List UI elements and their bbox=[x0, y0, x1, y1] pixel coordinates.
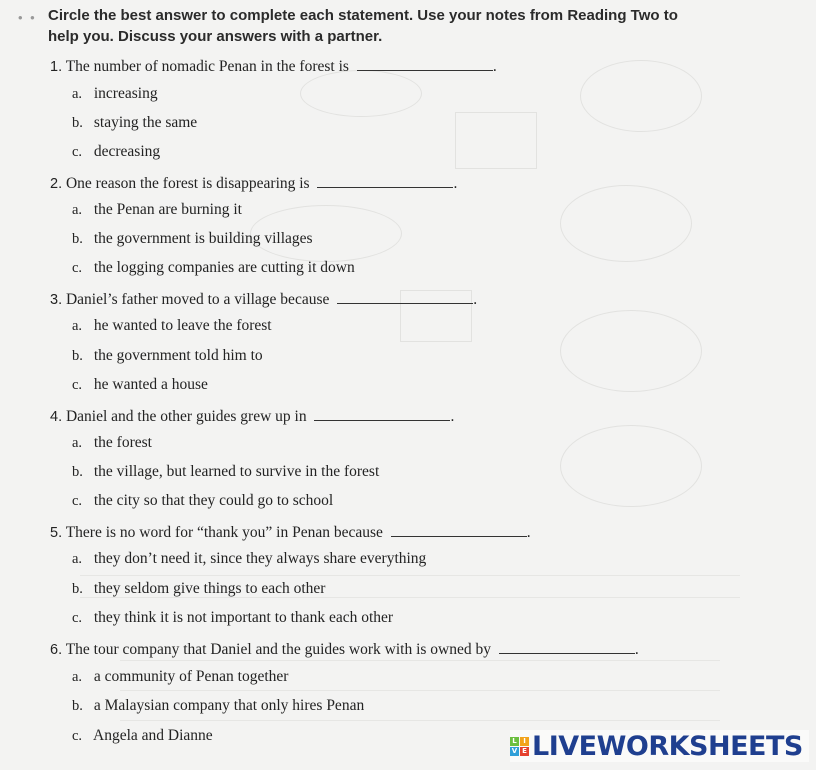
bleed-through-cloud bbox=[580, 60, 702, 132]
option-letter: b. bbox=[72, 348, 83, 364]
option-letter: a. bbox=[72, 669, 83, 685]
logo-mark-tile: E bbox=[520, 747, 529, 756]
answer-blank[interactable] bbox=[314, 405, 450, 421]
option-3b[interactable] bbox=[72, 347, 263, 365]
option-letter: a. bbox=[72, 202, 83, 218]
option-letter: a. bbox=[72, 86, 83, 102]
margin-marks: • • bbox=[18, 10, 37, 25]
option-5a[interactable] bbox=[72, 550, 426, 568]
question-text: The number of nomadic Penan in the forest is bbox=[65, 58, 349, 75]
instructions bbox=[48, 5, 748, 47]
option-2a[interactable] bbox=[72, 201, 242, 219]
option-text: the village, but learned to survive in the forest bbox=[93, 463, 380, 480]
option-6a[interactable] bbox=[72, 668, 288, 686]
option-letter: a. bbox=[72, 318, 83, 334]
option-letter: c. bbox=[72, 377, 83, 393]
question-number: 6. bbox=[50, 642, 63, 658]
question-6 bbox=[50, 638, 639, 659]
answer-blank[interactable] bbox=[357, 55, 493, 71]
question-end: . bbox=[473, 291, 478, 308]
option-text: the Penan are burning it bbox=[93, 201, 242, 218]
option-letter: c. bbox=[72, 493, 83, 509]
question-text: Daniel and the other guides grew up in bbox=[65, 408, 307, 425]
option-6b[interactable] bbox=[72, 697, 364, 715]
option-1a[interactable] bbox=[72, 85, 158, 103]
question-3 bbox=[50, 288, 477, 309]
option-5b[interactable] bbox=[72, 580, 325, 598]
option-letter: c. bbox=[72, 610, 83, 626]
question-end: . bbox=[492, 58, 497, 75]
question-end: . bbox=[453, 175, 458, 192]
question-4 bbox=[50, 405, 454, 426]
option-4b[interactable] bbox=[72, 463, 379, 481]
option-2b[interactable] bbox=[72, 230, 313, 248]
question-number: 1. bbox=[50, 59, 63, 75]
question-text: There is no word for “thank you” in Penan because bbox=[65, 524, 383, 541]
option-text: they don’t need it, since they always share everything bbox=[93, 550, 427, 567]
answer-blank[interactable] bbox=[391, 521, 527, 537]
option-text: the city so that they could go to school bbox=[93, 492, 334, 509]
option-text: they think it is not important to thank each other bbox=[93, 609, 394, 626]
option-text: a community of Penan together bbox=[93, 668, 289, 685]
option-letter: c. bbox=[72, 144, 83, 160]
question-number: 4. bbox=[50, 409, 63, 425]
option-text: the government told him to bbox=[93, 347, 263, 364]
option-1b[interactable] bbox=[72, 114, 197, 132]
option-letter: a. bbox=[72, 551, 83, 567]
option-letter: c. bbox=[72, 260, 83, 276]
option-letter: b. bbox=[72, 581, 83, 597]
question-end: . bbox=[450, 408, 455, 425]
bleed-through-box bbox=[455, 112, 537, 169]
option-text: staying the same bbox=[93, 114, 198, 131]
option-letter: b. bbox=[72, 115, 83, 131]
bleed-through-line bbox=[80, 575, 740, 576]
question-2 bbox=[50, 172, 457, 193]
instructions-line: Circle the best answer to complete each statement. Use your notes from Reading Two to bbox=[48, 7, 678, 24]
liveworksheets-logo[interactable] bbox=[510, 730, 809, 762]
bleed-through-line bbox=[120, 660, 720, 661]
option-letter: a. bbox=[72, 435, 83, 451]
option-5c[interactable] bbox=[72, 609, 393, 627]
logo-mark-tile: L bbox=[510, 737, 519, 746]
logo-mark-tile: V bbox=[511, 747, 518, 755]
question-text: Daniel’s father moved to a village because bbox=[65, 291, 330, 308]
bleed-through-cloud bbox=[300, 70, 422, 117]
option-text: a Malaysian company that only hires Penan bbox=[93, 697, 365, 714]
bleed-through-line bbox=[120, 690, 720, 691]
option-1c[interactable] bbox=[72, 143, 160, 161]
question-text: One reason the forest is disappearing is bbox=[65, 175, 310, 192]
option-letter: b. bbox=[72, 698, 83, 714]
answer-blank[interactable] bbox=[337, 288, 473, 304]
logo-mark-tile: I bbox=[520, 737, 529, 746]
option-2c[interactable] bbox=[72, 259, 355, 277]
option-text: he wanted to leave the forest bbox=[93, 317, 272, 334]
bleed-through-cloud bbox=[560, 425, 702, 507]
instructions-line: help you. Discuss your answers with a partner. bbox=[48, 28, 383, 45]
option-letter: b. bbox=[72, 231, 83, 247]
option-text: decreasing bbox=[93, 143, 161, 160]
question-text: The tour company that Daniel and the guides work with is owned by bbox=[65, 641, 491, 658]
answer-blank[interactable] bbox=[499, 638, 635, 654]
option-text: the logging companies are cutting it down bbox=[93, 259, 355, 276]
option-text: increasing bbox=[93, 85, 158, 102]
option-letter: b. bbox=[72, 464, 83, 480]
logo-mark-icon bbox=[510, 737, 529, 756]
logo-text: LIVEWORKSHEETS bbox=[532, 730, 803, 762]
bleed-through-cloud bbox=[560, 185, 692, 262]
option-4c[interactable] bbox=[72, 492, 333, 510]
question-end: . bbox=[526, 524, 531, 541]
option-text: he wanted a house bbox=[93, 376, 208, 393]
bleed-through-cloud bbox=[560, 310, 702, 392]
option-3c[interactable] bbox=[72, 376, 208, 394]
question-number: 2. bbox=[50, 176, 63, 192]
question-number: 3. bbox=[50, 292, 63, 308]
question-number: 5. bbox=[50, 525, 63, 541]
option-6c[interactable] bbox=[72, 727, 213, 745]
question-end: . bbox=[634, 641, 639, 658]
option-text: the forest bbox=[93, 434, 152, 451]
answer-blank[interactable] bbox=[317, 172, 453, 188]
option-4a[interactable] bbox=[72, 434, 152, 452]
bleed-through-line bbox=[120, 720, 720, 721]
option-letter: c. bbox=[72, 728, 83, 744]
option-text: Angela and Dianne bbox=[93, 727, 213, 744]
option-text: the government is building villages bbox=[93, 230, 313, 247]
question-1 bbox=[50, 55, 497, 76]
option-3a[interactable] bbox=[72, 317, 272, 335]
option-text: they seldom give things to each other bbox=[93, 580, 326, 597]
question-5 bbox=[50, 521, 531, 542]
